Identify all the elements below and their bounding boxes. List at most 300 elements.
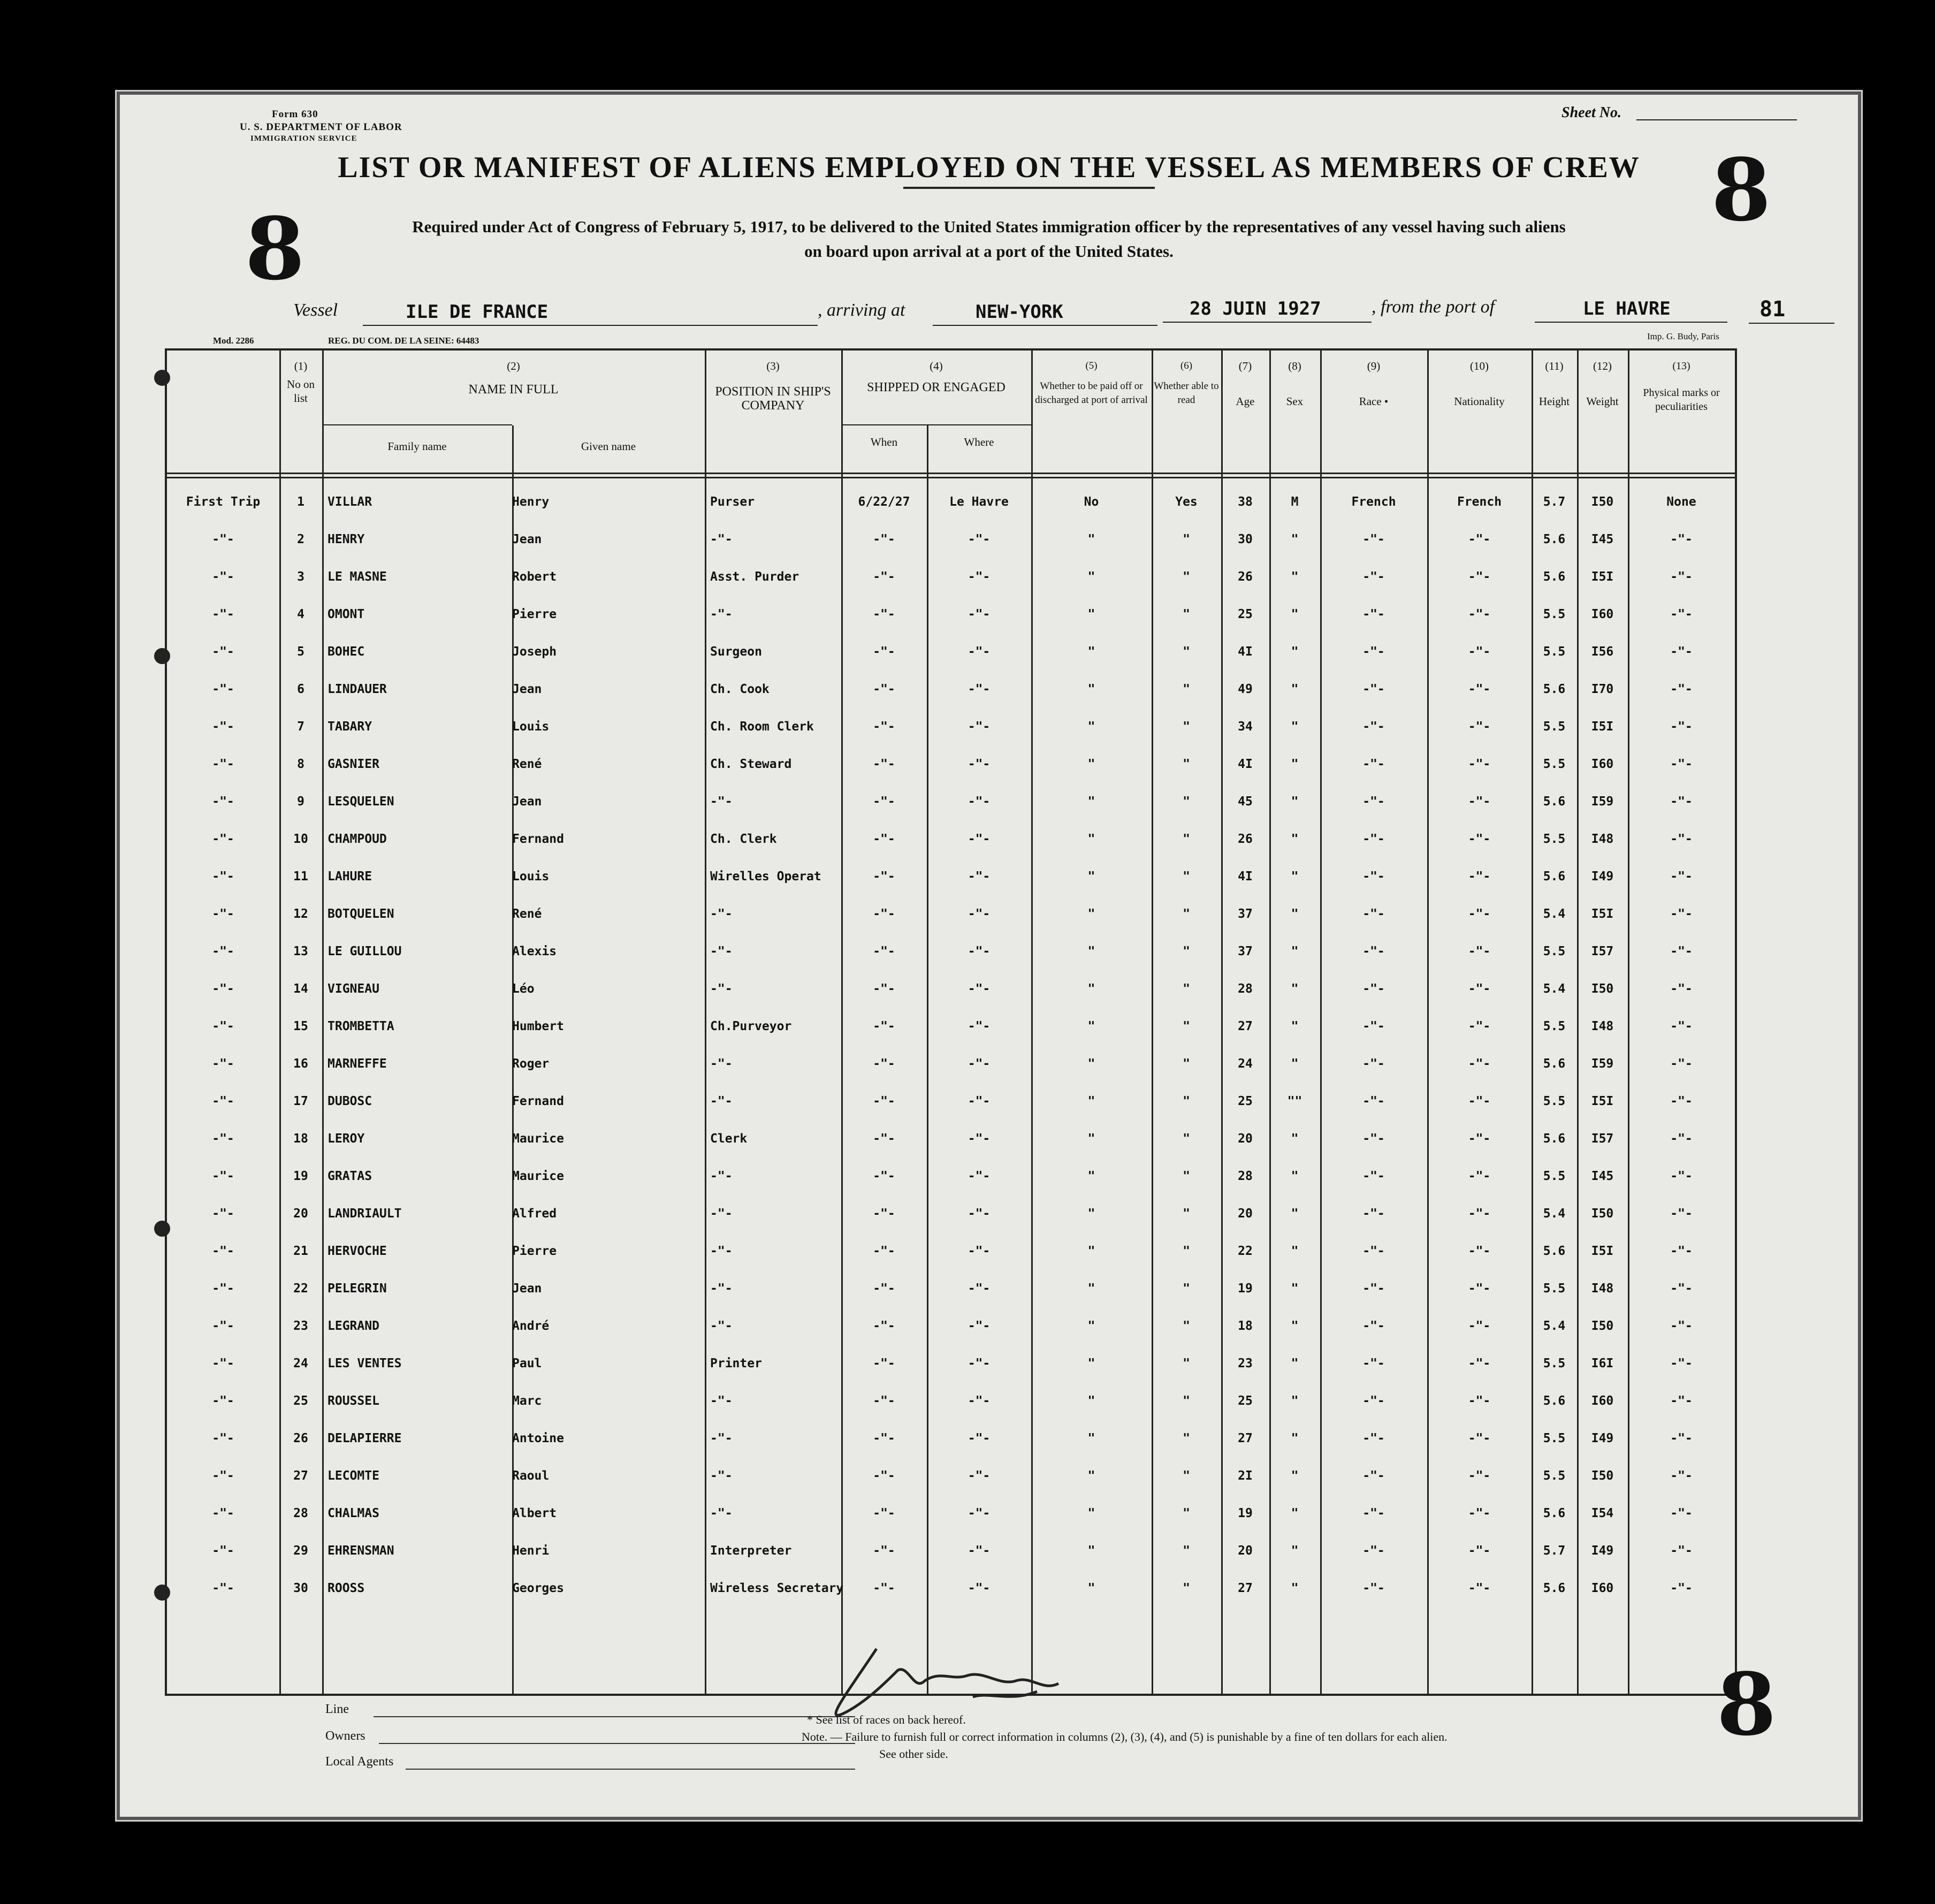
col-race-number: (9) (1367, 360, 1381, 372)
row-able-to-read: " (1183, 645, 1190, 659)
row-sex: " (1291, 1057, 1299, 1071)
row-number: 13 (293, 945, 308, 958)
row-nationality: -"- (1468, 645, 1491, 659)
row-able-to-read: " (1183, 532, 1190, 546)
row-nationality: -"- (1468, 1506, 1491, 1520)
row-paid-off: " (1087, 795, 1095, 809)
table-row (167, 1469, 1735, 1490)
row-number: 4 (297, 607, 304, 621)
row-able-to-read: " (1183, 795, 1190, 809)
row-race: -"- (1362, 720, 1385, 734)
row-number: 10 (293, 832, 308, 846)
row-race: -"- (1362, 1506, 1385, 1520)
row-marks: -"- (1670, 1057, 1693, 1071)
row-paid-off: " (1087, 870, 1095, 884)
col-marks-number: (13) (1672, 360, 1690, 372)
list-number: 81 (1759, 297, 1786, 322)
row-position: -"- (710, 1169, 733, 1183)
row-shipped-when: -"- (873, 1132, 895, 1146)
row-given-name: Joseph (512, 645, 557, 659)
row-weight: I60 (1591, 757, 1614, 771)
row-trip: -"- (212, 1169, 234, 1183)
row-shipped-where: -"- (968, 1169, 991, 1183)
row-shipped-when: -"- (873, 570, 895, 584)
row-able-to-read: " (1183, 1169, 1190, 1183)
row-family-name: LESQUELEN (327, 795, 394, 809)
row-nationality: -"- (1468, 1244, 1491, 1258)
row-sex: M (1291, 495, 1299, 509)
row-trip: -"- (212, 1469, 234, 1483)
col-marks-label: Physical marks or peculiarities (1643, 387, 1720, 413)
row-trip: -"- (212, 982, 234, 996)
row-shipped-where: -"- (968, 607, 991, 621)
row-family-name: ROOSS (327, 1581, 365, 1595)
row-height: 5.5 (1543, 1357, 1566, 1370)
table-row (167, 1581, 1735, 1603)
row-shipped-where: -"- (968, 1132, 991, 1146)
row-number: 1 (297, 495, 304, 509)
row-given-name: Humbert (512, 1019, 564, 1033)
row-position: Purser (710, 495, 755, 509)
row-trip: -"- (212, 757, 234, 771)
row-race: -"- (1362, 870, 1385, 884)
row-shipped-where: -"- (968, 1431, 991, 1445)
row-able-to-read: " (1183, 1581, 1190, 1595)
row-position: -"- (710, 1057, 733, 1071)
table-row (167, 982, 1735, 1003)
page-title: LIST OR MANIFEST OF ALIENS EMPLOYED ON THE VESSEL AS MEMBERS OF CREW (338, 151, 1640, 184)
subtitle-line-2: on board upon arrival at a port of the United States. (804, 242, 1174, 261)
row-given-name: Pierre (512, 607, 557, 621)
sheet-number-bottom-right: 8 (1717, 1654, 1777, 1755)
form-number: Form 630 (272, 109, 318, 120)
row-weight: I60 (1591, 607, 1614, 621)
row-paid-off: " (1087, 570, 1095, 584)
row-position: -"- (710, 945, 733, 958)
row-number: 5 (297, 645, 304, 659)
table-row (167, 532, 1735, 554)
col-weight-header (1577, 359, 1628, 408)
row-age: 23 (1238, 1357, 1253, 1370)
col-nationality-number: (10) (1470, 360, 1489, 372)
col-read-label: Whether able to read (1154, 380, 1219, 406)
row-paid-off: " (1087, 1057, 1095, 1071)
row-weight: I48 (1591, 832, 1614, 846)
row-weight: I50 (1591, 1207, 1614, 1221)
row-family-name: GRATAS (327, 1169, 372, 1183)
row-paid-off: " (1087, 1282, 1095, 1296)
row-age: 34 (1238, 720, 1253, 734)
table-row (167, 832, 1735, 854)
col-weight-label: Weight (1586, 395, 1619, 408)
row-marks: -"- (1670, 1506, 1693, 1520)
row-sex: " (1291, 645, 1299, 659)
row-family-name: DELAPIERRE (327, 1431, 402, 1445)
col-paid-label: Whether to be paid off or discharged at port of arrival (1035, 380, 1148, 406)
col-name-label: NAME IN FULL (468, 383, 559, 397)
row-family-name: BOTQUELEN (327, 907, 394, 921)
row-nationality: -"- (1468, 795, 1491, 809)
row-height: 5.7 (1543, 1544, 1566, 1558)
row-family-name: VIGNEAU (327, 982, 379, 996)
row-paid-off: " (1087, 1319, 1095, 1333)
row-trip: -"- (212, 1544, 234, 1558)
note-failure: Note. — Failure to furnish full or correct information in columns (2), (3), (4), and (5) is punishable by a fine of ten dollars for each alien. (802, 1730, 1448, 1743)
row-race: -"- (1362, 982, 1385, 996)
row-paid-off: " (1087, 720, 1095, 734)
col-family-header: Family name (387, 440, 447, 453)
row-family-name: EHRENSMAN (327, 1544, 394, 1558)
row-race: -"- (1362, 1207, 1385, 1221)
row-weight: I48 (1591, 1019, 1614, 1033)
row-height: 5.6 (1543, 1132, 1566, 1146)
col-sex-header (1269, 359, 1320, 408)
row-position: -"- (710, 1094, 733, 1108)
sheet-number-top-right: 8 (1711, 140, 1771, 240)
row-given-name: Jean (512, 532, 542, 546)
row-able-to-read: " (1183, 1394, 1190, 1408)
row-given-name: Léo (512, 982, 535, 996)
row-position: Surgeon (710, 645, 762, 659)
row-number: 21 (293, 1244, 308, 1258)
row-shipped-when: -"- (873, 1169, 895, 1183)
row-marks: -"- (1670, 757, 1693, 771)
col-shipped-number: (4) (930, 360, 943, 372)
row-paid-off: " (1087, 532, 1095, 546)
row-family-name: TABARY (327, 720, 372, 734)
row-sex: " (1291, 720, 1299, 734)
row-marks: -"- (1670, 982, 1693, 996)
row-nationality: -"- (1468, 1469, 1491, 1483)
row-paid-off: " (1087, 945, 1095, 958)
row-race: -"- (1362, 570, 1385, 584)
table-row (167, 1169, 1735, 1191)
row-marks: -"- (1670, 1319, 1693, 1333)
row-number: 20 (293, 1207, 308, 1221)
row-given-name: Pierre (512, 1244, 557, 1258)
row-nationality: -"- (1468, 870, 1491, 884)
row-sex: " (1291, 1019, 1299, 1033)
row-age: 19 (1238, 1506, 1253, 1520)
mod-number: Mod. 2286 (213, 336, 254, 346)
row-nationality: -"- (1468, 1207, 1491, 1221)
row-weight: I60 (1591, 1581, 1614, 1595)
col-read-number: (6) (1180, 360, 1193, 371)
row-weight: I60 (1591, 1394, 1614, 1408)
row-age: 25 (1238, 1094, 1253, 1108)
row-height: 5.5 (1543, 1282, 1566, 1296)
col-no-number: (1) (294, 360, 308, 372)
row-family-name: LES VENTES (327, 1357, 402, 1370)
row-shipped-where: -"- (968, 1506, 991, 1520)
row-nationality: -"- (1468, 532, 1491, 546)
row-marks: -"- (1670, 1581, 1693, 1595)
row-given-name: René (512, 757, 542, 771)
row-weight: I50 (1591, 1469, 1614, 1483)
row-age: 2I (1238, 1469, 1253, 1483)
table-row (167, 1431, 1735, 1453)
arriving-port: NEW-YORK (976, 301, 1063, 323)
title-underline (903, 187, 1155, 189)
row-race: -"- (1362, 1057, 1385, 1071)
row-height: 5.6 (1543, 870, 1566, 884)
vessel-label: Vessel (293, 300, 338, 320)
row-shipped-when: -"- (873, 1357, 895, 1370)
col-age-label: Age (1236, 395, 1255, 408)
row-nationality: -"- (1468, 757, 1491, 771)
col-nationality-header (1427, 359, 1532, 408)
col-race-header (1320, 359, 1427, 408)
row-shipped-where: -"- (968, 832, 991, 846)
row-number: 14 (293, 982, 308, 996)
row-weight: I70 (1591, 682, 1614, 696)
table-row (167, 570, 1735, 591)
row-height: 5.4 (1543, 1319, 1566, 1333)
row-given-name: Henry (512, 495, 550, 509)
row-race: French (1351, 495, 1396, 509)
row-height: 5.5 (1543, 1169, 1566, 1183)
row-race: -"- (1362, 1544, 1385, 1558)
row-sex: " (1291, 1169, 1299, 1183)
row-age: 28 (1238, 1169, 1253, 1183)
row-paid-off: " (1087, 682, 1095, 696)
row-position: -"- (710, 607, 733, 621)
row-sex: " (1291, 757, 1299, 771)
row-age: 24 (1238, 1057, 1253, 1071)
col-no-label: No on list (287, 378, 315, 405)
table-row (167, 795, 1735, 816)
row-trip: -"- (212, 1282, 234, 1296)
row-position: -"- (710, 1394, 733, 1408)
row-nationality: -"- (1468, 1132, 1491, 1146)
vessel-field (363, 301, 818, 326)
col-name-header (322, 359, 705, 397)
row-trip: -"- (212, 1057, 234, 1071)
row-race: -"- (1362, 1282, 1385, 1296)
row-paid-off: " (1087, 982, 1095, 996)
from-port: LE HAVRE (1583, 298, 1671, 319)
row-number: 19 (293, 1169, 308, 1183)
row-sex: " (1291, 907, 1299, 921)
row-sex: " (1291, 1506, 1299, 1520)
row-number: 24 (293, 1357, 308, 1370)
row-marks: -"- (1670, 682, 1693, 696)
row-nationality: -"- (1468, 570, 1491, 584)
row-weight: I49 (1591, 1544, 1614, 1558)
row-given-name: Maurice (512, 1169, 564, 1183)
row-height: 5.6 (1543, 570, 1566, 584)
row-given-name: Paul (512, 1357, 542, 1370)
row-shipped-where: Le Havre (949, 495, 1009, 509)
row-weight: I48 (1591, 1282, 1614, 1296)
agents-underline (406, 1769, 855, 1770)
row-position: -"- (710, 1431, 733, 1445)
row-trip: -"- (212, 945, 234, 958)
row-number: 9 (297, 795, 304, 809)
row-sex: " (1291, 1357, 1299, 1370)
row-number: 7 (297, 720, 304, 734)
row-marks: -"- (1670, 720, 1693, 734)
row-position: Ch. Steward (710, 757, 792, 771)
col-nationality-label: Nationality (1454, 395, 1505, 408)
row-able-to-read: " (1183, 945, 1190, 958)
table-row (167, 607, 1735, 629)
row-age: 27 (1238, 1431, 1253, 1445)
col-marks-header (1628, 359, 1735, 414)
table-row (167, 907, 1735, 928)
row-age: 4I (1238, 757, 1253, 771)
row-sex: " (1291, 1207, 1299, 1221)
row-number: 18 (293, 1132, 308, 1146)
table-row (167, 682, 1735, 704)
row-family-name: LECOMTE (327, 1469, 379, 1483)
row-shipped-where: -"- (968, 570, 991, 584)
row-shipped-when: -"- (873, 1282, 895, 1296)
row-shipped-where: -"- (968, 870, 991, 884)
row-shipped-where: -"- (968, 1244, 991, 1258)
row-able-to-read: " (1183, 570, 1190, 584)
row-trip: First Trip (186, 495, 261, 509)
row-trip: -"- (212, 1244, 234, 1258)
col-paid-header (1031, 359, 1152, 407)
row-marks: -"- (1670, 907, 1693, 921)
row-height: 5.5 (1543, 645, 1566, 659)
row-sex: " (1291, 1581, 1299, 1595)
row-position: Interpreter (710, 1544, 792, 1558)
row-sex: " (1291, 832, 1299, 846)
row-height: 5.4 (1543, 982, 1566, 996)
row-weight: I49 (1591, 870, 1614, 884)
row-race: -"- (1362, 682, 1385, 696)
row-race: -"- (1362, 1019, 1385, 1033)
row-position: -"- (710, 982, 733, 996)
printer: Imp. G. Budy, Paris (1647, 331, 1719, 341)
note-other-side: See other side. (879, 1747, 948, 1761)
row-position: Ch. Clerk (710, 832, 777, 846)
row-height: 5.5 (1543, 1469, 1566, 1483)
row-given-name: Fernand (512, 832, 564, 846)
row-nationality: -"- (1468, 720, 1491, 734)
col-shipped-header (841, 359, 1031, 394)
row-race: -"- (1362, 607, 1385, 621)
row-height: 5.6 (1543, 1394, 1566, 1408)
subtitle-line-1: Required under Act of Congress of February 5, 1917, to be delivered to the United States immigration officer by the representatives of any vessel having such aliens (412, 217, 1566, 236)
row-marks: -"- (1670, 1094, 1693, 1108)
row-family-name: HERVOCHE (327, 1244, 387, 1258)
row-shipped-when: -"- (873, 1581, 895, 1595)
row-age: 20 (1238, 1132, 1253, 1146)
row-able-to-read: " (1183, 1319, 1190, 1333)
row-trip: -"- (212, 607, 234, 621)
row-age: 26 (1238, 832, 1253, 846)
row-nationality: -"- (1468, 1094, 1491, 1108)
table-row (167, 1207, 1735, 1228)
row-number: 11 (293, 870, 308, 884)
row-able-to-read: " (1183, 982, 1190, 996)
row-able-to-read: " (1183, 607, 1190, 621)
arrival-date: 28 JUIN 1927 (1190, 298, 1321, 319)
row-given-name: Robert (512, 570, 557, 584)
row-age: 19 (1238, 1282, 1253, 1296)
row-nationality: -"- (1468, 1169, 1491, 1183)
row-shipped-where: -"- (968, 907, 991, 921)
row-family-name: LEROY (327, 1132, 365, 1146)
row-race: -"- (1362, 1431, 1385, 1445)
row-paid-off: " (1087, 1431, 1095, 1445)
row-nationality: -"- (1468, 945, 1491, 958)
row-height: 5.4 (1543, 907, 1566, 921)
row-shipped-where: -"- (968, 1057, 991, 1071)
row-number: 6 (297, 682, 304, 696)
row-trip: -"- (212, 1207, 234, 1221)
table-row (167, 1057, 1735, 1078)
row-number: 27 (293, 1469, 308, 1483)
row-given-name: Georges (512, 1581, 564, 1595)
col-shipped-label: SHIPPED OR ENGAGED (867, 380, 1005, 394)
service: IMMIGRATION SERVICE (250, 134, 357, 143)
row-weight: I57 (1591, 945, 1614, 958)
row-family-name: LANDRIAULT (327, 1207, 402, 1221)
row-paid-off: " (1087, 1544, 1095, 1558)
row-nationality: -"- (1468, 1357, 1491, 1370)
row-given-name: André (512, 1319, 550, 1333)
row-shipped-when: -"- (873, 1469, 895, 1483)
row-shipped-when: -"- (873, 645, 895, 659)
row-race: -"- (1362, 945, 1385, 958)
row-age: 20 (1238, 1544, 1253, 1558)
row-paid-off: " (1087, 1581, 1095, 1595)
row-able-to-read: " (1183, 832, 1190, 846)
row-shipped-when: -"- (873, 1094, 895, 1108)
row-paid-off: " (1087, 907, 1095, 921)
row-shipped-when: -"- (873, 982, 895, 996)
row-paid-off: " (1087, 1132, 1095, 1146)
row-nationality: -"- (1468, 1544, 1491, 1558)
row-race: -"- (1362, 1581, 1385, 1595)
row-marks: -"- (1670, 795, 1693, 809)
row-family-name: CHAMPOUD (327, 832, 387, 846)
row-paid-off: " (1087, 1357, 1095, 1370)
row-position: Ch. Cook (710, 682, 770, 696)
row-family-name: PELEGRIN (327, 1282, 387, 1296)
row-race: -"- (1362, 532, 1385, 546)
col-where-header: Where (964, 436, 994, 448)
row-nationality: -"- (1468, 607, 1491, 621)
row-height: 5.6 (1543, 1581, 1566, 1595)
row-shipped-where: -"- (968, 1394, 991, 1408)
row-number: 2 (297, 532, 304, 546)
department: U. S. DEPARTMENT OF LABOR (240, 121, 402, 133)
row-shipped-when: -"- (873, 1019, 895, 1033)
row-paid-off: " (1087, 832, 1095, 846)
row-position: -"- (710, 1207, 733, 1221)
col-weight-number: (12) (1593, 360, 1612, 372)
row-race: -"- (1362, 1469, 1385, 1483)
row-age: 22 (1238, 1244, 1253, 1258)
row-nationality: -"- (1468, 1057, 1491, 1071)
sheet-label: Sheet No. (1561, 104, 1621, 121)
col-age-header (1221, 359, 1269, 408)
row-trip: -"- (212, 532, 234, 546)
row-height: 5.6 (1543, 532, 1566, 546)
row-shipped-where: -"- (968, 532, 991, 546)
owners-label: Owners (325, 1729, 365, 1743)
manifest-sheet (115, 90, 1863, 1822)
row-trip: -"- (212, 1431, 234, 1445)
row-race: -"- (1362, 1394, 1385, 1408)
col-read-header (1152, 359, 1221, 407)
agents-label: Local Agents (325, 1755, 394, 1769)
